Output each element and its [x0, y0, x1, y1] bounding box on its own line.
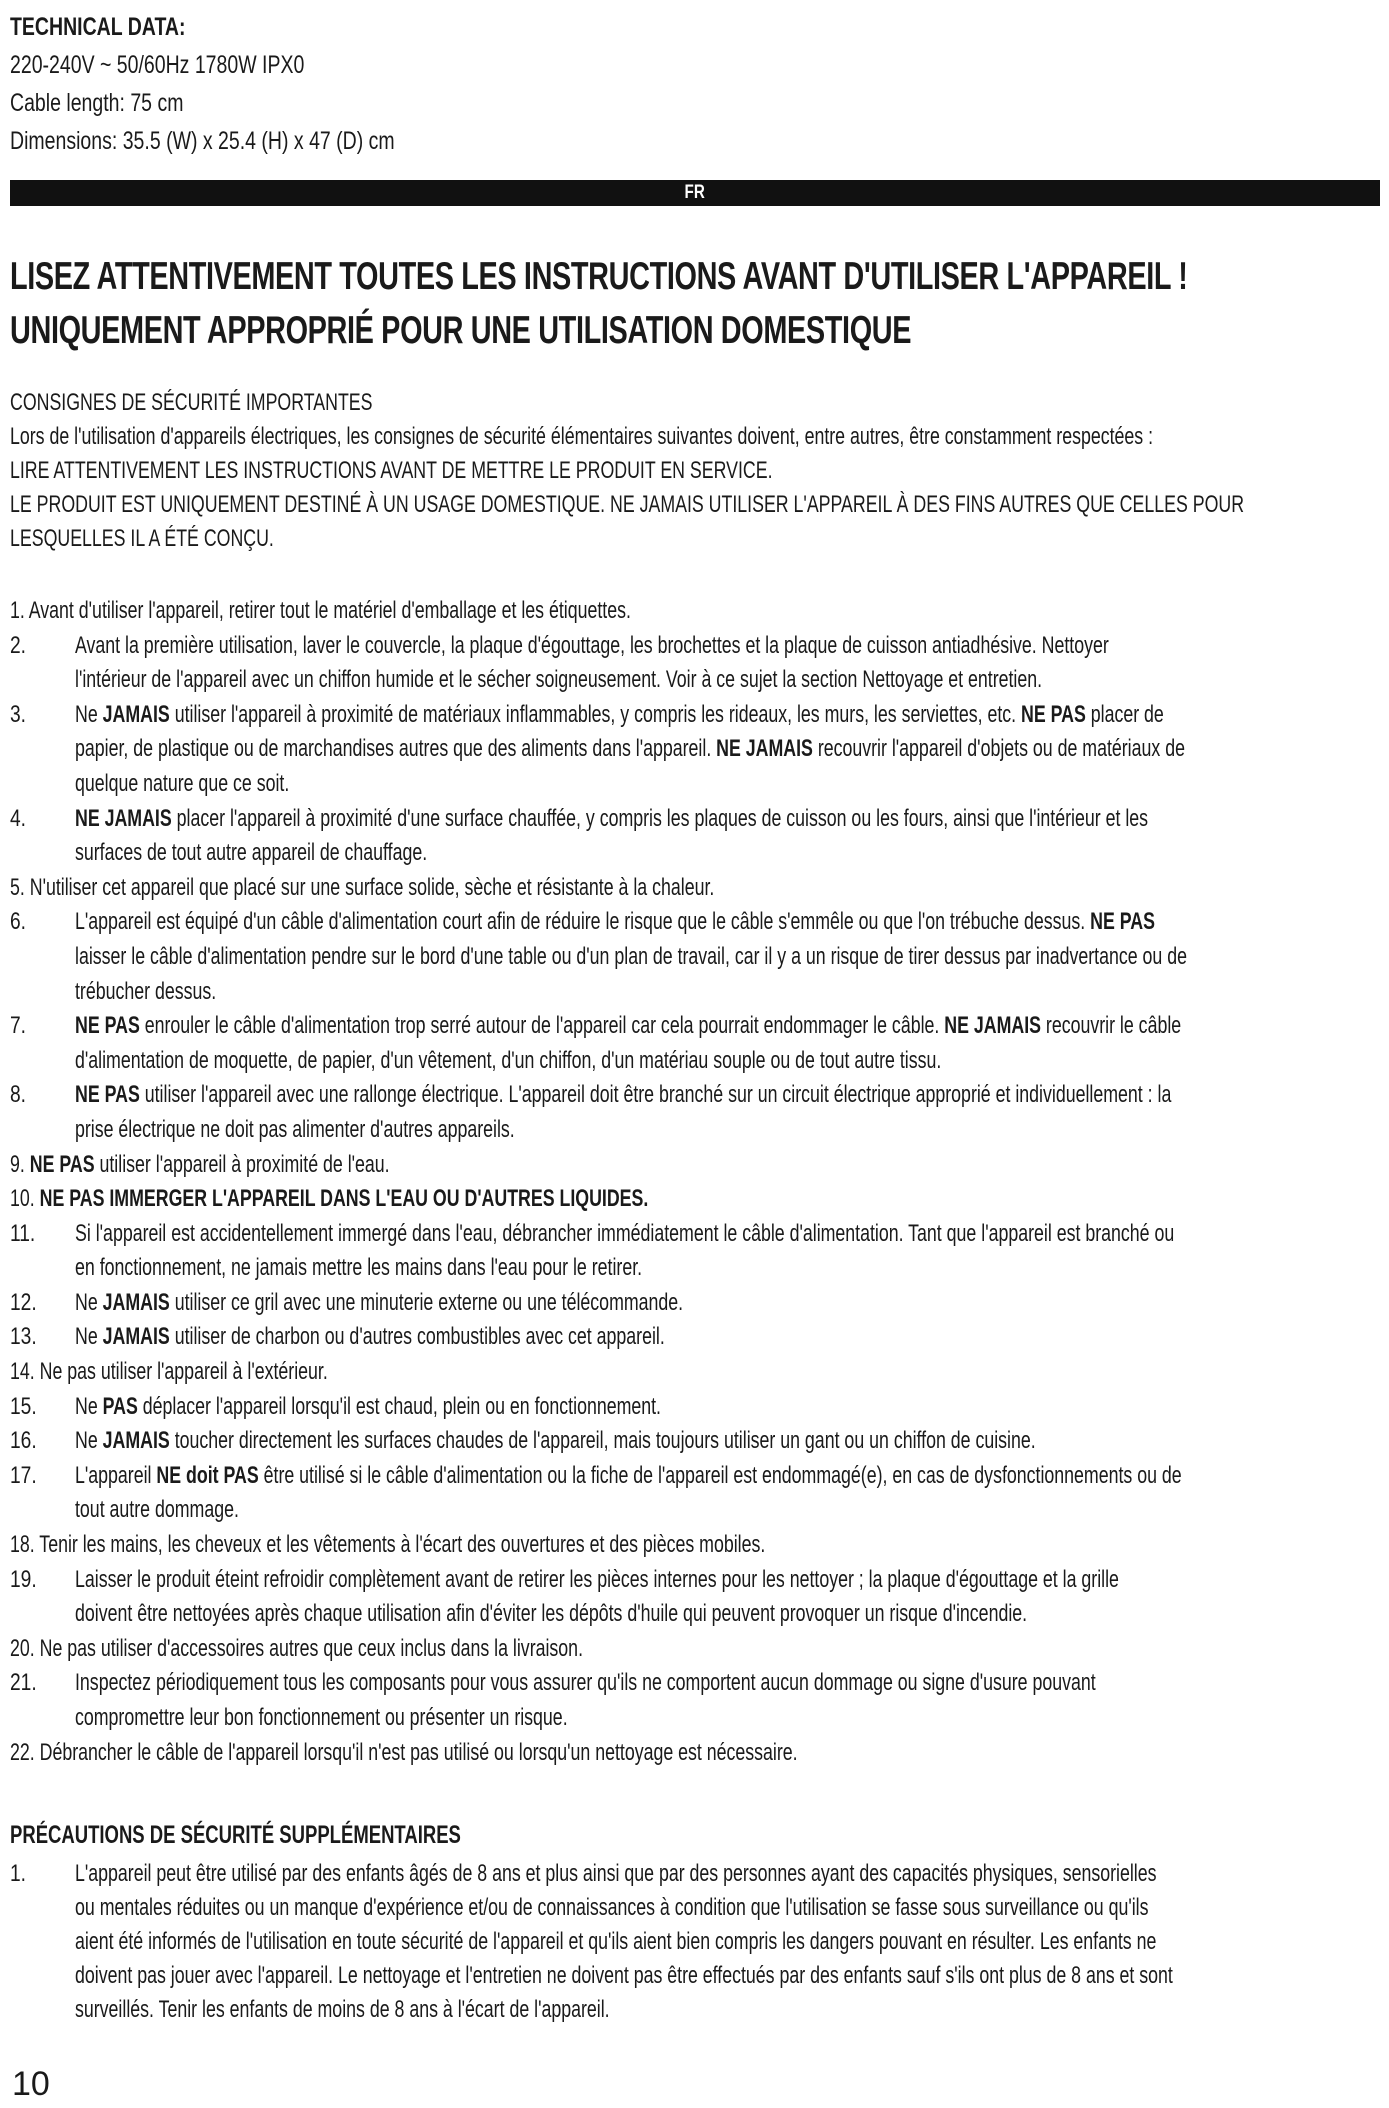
emphasis-text: PAS	[102, 1392, 138, 1420]
list-item-text	[75, 905, 1155, 940]
list-item-number-text	[10, 1286, 37, 1321]
list-item-number-text	[10, 1563, 37, 1598]
list-item-text	[75, 629, 1109, 664]
list-item-text	[75, 1044, 941, 1079]
list-item-line	[75, 836, 1380, 871]
list-item-line	[75, 1597, 1380, 1632]
body-text: être utilisé si le câble d'alimentation ou la fiche de l'appareil est endommagé(e), en cas de dysfonctionnements ou de	[258, 1461, 1182, 1489]
body-text: placer de	[1085, 700, 1164, 728]
list-item-number: 19.	[10, 1565, 37, 1593]
body-text: surfaces de tout autre appareil de chauffage.	[75, 839, 428, 867]
list-item-line	[75, 1251, 1380, 1286]
list-item-text	[75, 698, 1164, 733]
body-text: Ne pas utiliser d'accessoires autres que ceux inclus dans la livraison.	[39, 1634, 584, 1662]
list-item-number-wrap	[10, 1857, 30, 1891]
list-item-line	[75, 1390, 1380, 1425]
list-item-number-wrap	[10, 1009, 30, 1044]
list-item-line	[75, 1857, 1380, 1891]
list-item-text	[75, 1857, 1157, 1891]
additional-precautions-list	[10, 1857, 1380, 2027]
body-text: Tenir les mains, les cheveux et les vêtements à l'écart des ouvertures et des pièces mobiles.	[39, 1531, 766, 1559]
list-item-number: 8.	[10, 1081, 27, 1109]
body-text: Ne	[75, 700, 103, 728]
list-item-text	[75, 663, 1042, 698]
emphasis-text: NE PAS	[1090, 908, 1155, 936]
body-text: Débrancher le câble de l'appareil lorsqu'il n'est pas utilisé ou lorsqu'un nettoyage est nécessaire.	[39, 1738, 798, 1766]
list-item-text	[75, 1493, 239, 1528]
list-item-text	[75, 1251, 642, 1286]
list-item-text	[75, 1701, 568, 1736]
list-item	[10, 1217, 1380, 1286]
list-item-text	[10, 1355, 328, 1390]
list-item-number: 1.	[10, 1860, 27, 1887]
list-item-number-text	[10, 1217, 35, 1252]
body-text: aient été informés de l'utilisation en toute sécurité de l'appareil et qu'ils aient bien compris les dangers pouvant en résulter. Les enfants ne	[75, 1928, 1157, 1955]
list-item-text	[75, 836, 427, 871]
list-item-line	[75, 1217, 1380, 1252]
body-text: quelque nature que ce soit.	[75, 769, 290, 797]
list-item-text	[75, 1925, 1156, 1959]
list-item-number-wrap	[10, 629, 30, 664]
list-item-text	[75, 1217, 1174, 1252]
list-item-text	[75, 940, 1187, 975]
list-item-number: 21.	[10, 1669, 37, 1697]
list-item-line	[75, 802, 1380, 837]
list-item-number-text	[10, 1424, 37, 1459]
list-item	[10, 594, 1380, 629]
body-text: utiliser l'appareil à proximité de l'eau.	[94, 1150, 390, 1178]
list-item-text	[75, 1597, 1027, 1632]
list-item-line	[75, 1701, 1380, 1736]
body-text: Avant d'utiliser l'appareil, retirer tout le matériel d'emballage et les étiquettes.	[28, 597, 631, 624]
list-item-text	[10, 1182, 648, 1217]
list-item-text	[10, 1736, 798, 1771]
body-text: doivent pas jouer avec l'appareil. Le nettoyage et l'entretien ne doivent pas être effectués par des enfants sauf s'ils ont plus de 8 ans et sont	[75, 1962, 1173, 1989]
list-item-number-wrap	[10, 1666, 43, 1701]
list-item	[10, 1286, 1380, 1321]
list-item-text	[75, 802, 1148, 837]
page-number: 10	[12, 2065, 50, 2103]
list-item-text	[75, 1459, 1182, 1494]
body-text: compromettre leur bon fonctionnement ou présenter un risque.	[75, 1704, 568, 1731]
body-text: tout autre dommage.	[75, 1496, 239, 1524]
emphasis-text: NE PAS	[1021, 700, 1086, 728]
list-item-text	[75, 1563, 1119, 1598]
list-item-line	[75, 1044, 1380, 1079]
body-text: laisser le câble d'alimentation pendre sur le bord d'une table ou d'un plan de travail, car il y a un risque de tirer dessus par inadvertance ou de	[75, 942, 1187, 970]
list-item-number-wrap	[10, 1217, 42, 1252]
list-item	[10, 1078, 1380, 1147]
list-item-text	[10, 1148, 390, 1183]
list-item-number-text	[10, 698, 26, 733]
list-item-number-wrap	[10, 1424, 43, 1459]
emphasis-text: JAMAIS	[102, 1427, 170, 1455]
list-item-number: 10.	[10, 1185, 35, 1213]
intro-line: LE PRODUIT EST UNIQUEMENT DESTINÉ À UN USAGE DOMESTIQUE. NE JAMAIS UTILISER L'APPAREIL À DES FINS AUTRES QUE CELLES POUR	[10, 491, 1245, 518]
list-item-text	[75, 1424, 1036, 1459]
title-line: LISEZ ATTENTIVEMENT TOUTES LES INSTRUCTIONS AVANT D'UTILISER L'APPAREIL !	[10, 255, 1188, 298]
technical-data-line: Cable length: 75 cm	[10, 89, 184, 117]
list-item-line	[75, 1493, 1380, 1528]
emphasis-text: JAMAIS	[102, 1288, 170, 1316]
list-item-text	[75, 1320, 665, 1355]
list-item-number: 12.	[10, 1288, 37, 1316]
list-item-number-text	[10, 1666, 37, 1701]
body-text: enrouler le câble d'alimentation trop serré autour de l'appareil car cela pourrait endommager le câble.	[139, 1012, 945, 1040]
list-item	[10, 1459, 1380, 1528]
list-item-number-text	[10, 905, 26, 940]
body-text: recouvrir l'appareil d'objets ou de matériaux de	[812, 735, 1185, 763]
title-line: UNIQUEMENT APPROPRIÉ POUR UNE UTILISATION DOMESTIQUE	[10, 309, 912, 352]
body-text: doivent être nettoyées après chaque utilisation afin d'éviter les dépôts d'huile qui peuvent provoquer un risque d'incendie.	[75, 1600, 1028, 1628]
technical-data-line: 220-240V ~ 50/60Hz 1780W IPX0	[10, 51, 305, 79]
emphasis-text: JAMAIS	[102, 700, 170, 728]
list-item-line	[10, 1632, 1380, 1667]
list-item-text	[75, 1286, 683, 1321]
body-text: Ne pas utiliser l'appareil à l'extérieur.	[39, 1358, 328, 1386]
list-item-number-text	[10, 1459, 37, 1494]
list-item-text	[75, 1390, 661, 1425]
list-item-number: 3.	[10, 700, 27, 728]
list-item-line	[75, 1320, 1380, 1355]
list-item	[10, 1009, 1380, 1078]
body-text: surveillés. Tenir les enfants de moins de 8 ans à l'écart de l'appareil.	[75, 1996, 610, 2023]
body-text: utiliser l'appareil avec une rallonge électrique. L'appareil doit être branché sur un circuit électrique approprié et individuellement : la	[139, 1081, 1172, 1109]
list-item-number: 14.	[10, 1358, 35, 1386]
list-item	[10, 1857, 1380, 2027]
list-item-number-wrap	[10, 1390, 43, 1425]
list-item-line	[75, 940, 1380, 975]
intro-line: Lors de l'utilisation d'appareils électriques, les consignes de sécurité élémentaires suivantes doivent, entre autres, être constamment respectées :	[10, 423, 1154, 450]
technical-data-line: Dimensions: 35.5 (W) x 25.4 (H) x 47 (D) cm	[10, 127, 395, 155]
intro-line: CONSIGNES DE SÉCURITÉ IMPORTANTES	[10, 389, 373, 416]
list-item-line	[75, 732, 1380, 767]
body-text: utiliser ce gril avec une minuterie externe ou une télécommande.	[169, 1288, 684, 1316]
technical-data-heading: TECHNICAL DATA:	[10, 13, 186, 41]
body-text: Inspectez périodiquement tous les composants pour vous assurer qu'ils ne comportent aucun dommage ou signe d'usure pouvant	[75, 1669, 1096, 1697]
list-item-line	[75, 975, 1380, 1010]
list-item	[10, 629, 1380, 698]
list-item-number: 5.	[10, 873, 25, 901]
list-item-text	[75, 1891, 1148, 1925]
emphasis-text: NE PAS	[75, 1081, 140, 1109]
list-item-number: 18.	[10, 1531, 35, 1559]
list-item-line	[75, 1925, 1380, 1959]
list-item-number-text	[10, 1320, 37, 1355]
body-text: Ne	[75, 1392, 103, 1420]
safety-instructions-list	[10, 594, 1380, 1770]
body-text: Ne	[75, 1288, 103, 1316]
body-text: toucher directement les surfaces chaudes de l'appareil, mais toujours utiliser un gant ou un chiffon de cuisine.	[169, 1427, 1036, 1455]
body-text: trébucher dessus.	[75, 977, 217, 1005]
list-item-number-wrap	[10, 802, 30, 837]
emphasis-text: NE PAS IMMERGER L'APPAREIL DANS L'EAU OU D'AUTRES LIQUIDES.	[39, 1185, 649, 1213]
list-item-number-text	[10, 1857, 26, 1891]
list-item	[10, 802, 1380, 871]
list-item-number-wrap	[10, 1078, 30, 1113]
list-item-line	[75, 1078, 1380, 1113]
body-text: utiliser de charbon ou d'autres combustibles avec cet appareil.	[169, 1323, 665, 1351]
body-text: Ne	[75, 1427, 103, 1455]
list-item-text	[75, 975, 216, 1010]
list-item	[10, 1528, 1380, 1563]
list-item-line	[75, 905, 1380, 940]
list-item-text	[75, 1113, 515, 1148]
emphasis-text: JAMAIS	[102, 1323, 170, 1351]
list-item-number: 22.	[10, 1738, 35, 1766]
list-item-number: 13.	[10, 1323, 37, 1351]
list-item-line	[10, 1528, 1380, 1563]
list-item	[10, 1390, 1380, 1425]
list-item-number-text	[10, 1009, 26, 1044]
body-text: placer l'appareil à proximité d'une surface chauffée, y compris les plaques de cuisson ou les fours, ainsi que l'intérieur et les	[171, 804, 1149, 832]
list-item-number-wrap	[10, 1563, 43, 1598]
page-title	[10, 250, 1389, 358]
list-item-line	[75, 698, 1380, 733]
list-item-text	[10, 1528, 765, 1563]
body-text: Avant la première utilisation, laver le couvercle, la plaque d'égouttage, les brochettes et la plaque de cuisson antiadhésive. Nettoyer	[75, 631, 1109, 659]
body-text: N'utiliser cet appareil que placé sur une surface solide, sèche et résistante à la chaleur.	[29, 873, 715, 901]
list-item-number: 15.	[10, 1392, 37, 1420]
list-item-line	[75, 1113, 1380, 1148]
body-text: Laisser le produit éteint refroidir complètement avant de retirer les pièces internes pour les nettoyer ; la plaque d'égouttage et la grille	[75, 1565, 1119, 1593]
list-item	[10, 1632, 1380, 1667]
list-item	[10, 1182, 1380, 1217]
list-item	[10, 871, 1380, 906]
list-item-line	[75, 663, 1380, 698]
body-text: L'appareil est équipé d'un câble d'alimentation court afin de réduire le risque que le câble s'emmêle ou que l'on trébuche dessus.	[75, 908, 1091, 936]
list-item-line	[10, 1355, 1380, 1390]
list-item-number: 7.	[10, 1012, 27, 1040]
list-item-line	[75, 767, 1380, 802]
list-item-number: 9.	[10, 1150, 25, 1178]
emphasis-text: NE JAMAIS	[716, 735, 813, 763]
list-item-line	[75, 1993, 1380, 2027]
list-item-number: 16.	[10, 1427, 37, 1455]
list-item-number-text	[10, 802, 26, 837]
list-item-number-wrap	[10, 1286, 43, 1321]
list-item-line	[75, 1459, 1380, 1494]
list-item-line	[75, 1286, 1380, 1321]
list-item-text	[10, 594, 631, 629]
list-item-text	[75, 1666, 1096, 1701]
list-item-number-text	[10, 1078, 26, 1113]
list-item-number-wrap	[10, 1459, 43, 1494]
list-item	[10, 1320, 1380, 1355]
emphasis-text: NE doit PAS	[156, 1461, 259, 1489]
body-text: ou mentales réduites ou un manque d'expérience et/ou de connaissances à condition que l'utilisation se fasse sous surveillance ou qu'ils	[75, 1894, 1149, 1921]
body-text: L'appareil peut être utilisé par des enfants âgés de 8 ans et plus ainsi que par des personnes ayant des capacités physiques, sensorielles	[75, 1860, 1157, 1887]
list-item-number: 6.	[10, 908, 27, 936]
language-bar: FR	[10, 180, 1380, 206]
list-item-text	[75, 1993, 610, 2027]
list-item	[10, 1355, 1380, 1390]
list-item-line	[75, 1891, 1380, 1925]
list-item-number-wrap	[10, 1320, 43, 1355]
body-text: en fonctionnement, ne jamais mettre les mains dans l'eau pour le retirer.	[75, 1254, 643, 1282]
emphasis-text: NE PAS	[75, 1012, 140, 1040]
intro-line: LIRE ATTENTIVEMENT LES INSTRUCTIONS AVANT DE METTRE LE PRODUIT EN SERVICE.	[10, 457, 773, 484]
body-text: recouvrir le câble	[1040, 1012, 1182, 1040]
body-text: l'intérieur de l'appareil avec un chiffon humide et le sécher soigneusement. Voir à ce sujet la section Nettoyage et entretien.	[75, 666, 1043, 694]
body-text: d'alimentation de moquette, de papier, d'un vêtement, d'un chiffon, d'un matériau souple ou de tout autre tissu.	[75, 1046, 942, 1074]
list-item-line	[10, 871, 1380, 906]
list-item-line	[10, 594, 1380, 629]
emphasis-text: NE JAMAIS	[75, 804, 172, 832]
list-item-line	[75, 629, 1380, 664]
body-text: utiliser l'appareil à proximité de matériaux inflammables, y compris les rideaux, les murs, les serviettes, etc.	[169, 700, 1022, 728]
list-item-line	[75, 1424, 1380, 1459]
list-item	[10, 905, 1380, 1009]
list-item-text	[10, 1632, 583, 1667]
list-item-line	[10, 1182, 1380, 1217]
list-item-line	[75, 1563, 1380, 1598]
emphasis-text: NE PAS	[29, 1150, 95, 1178]
body-text: déplacer l'appareil lorsqu'il est chaud, plein ou en fonctionnement.	[137, 1392, 661, 1420]
body-text: papier, de plastique ou de marchandises autres que des aliments dans l'appareil.	[75, 735, 717, 763]
list-item-line	[75, 1009, 1380, 1044]
additional-precautions-heading: PRÉCAUTIONS DE SÉCURITÉ SUPPLÉMENTAIRES	[10, 1821, 461, 1849]
technical-data	[10, 8, 503, 160]
list-item	[10, 1424, 1380, 1459]
list-item-line	[10, 1736, 1380, 1771]
list-item	[10, 1563, 1380, 1632]
list-item	[10, 698, 1380, 802]
list-item-number-wrap	[10, 905, 30, 940]
list-item-text	[75, 1009, 1181, 1044]
list-item-number: 1.	[10, 597, 25, 624]
safety-intro	[10, 386, 1389, 556]
list-item-line	[10, 1148, 1380, 1183]
body-text: Si l'appareil est accidentellement immergé dans l'eau, débrancher immédiatement le câble d'alimentation. Tant que l'appareil est branché ou	[75, 1219, 1175, 1247]
list-item-text	[75, 732, 1185, 767]
list-item-text	[75, 1078, 1171, 1113]
body-text: prise électrique ne doit pas alimenter d'autres appareils.	[75, 1115, 515, 1143]
list-item-number: 11.	[10, 1219, 36, 1247]
list-item-number: 17.	[10, 1461, 37, 1489]
list-item-number-text	[10, 629, 26, 664]
list-item	[10, 1148, 1380, 1183]
list-item-number: 2.	[10, 631, 27, 659]
list-item-text	[75, 767, 289, 802]
list-item	[10, 1736, 1380, 1771]
list-item-text	[75, 1959, 1173, 1993]
body-text: L'appareil	[75, 1461, 157, 1489]
emphasis-text: NE JAMAIS	[944, 1012, 1041, 1040]
intro-line: LESQUELLES IL A ÉTÉ CONÇU.	[10, 525, 274, 552]
list-item	[10, 1666, 1380, 1735]
list-item-number: 20.	[10, 1634, 35, 1662]
list-item-line	[75, 1666, 1380, 1701]
list-item-number-wrap	[10, 698, 30, 733]
list-item-number-text	[10, 1390, 37, 1425]
list-item-number: 4.	[10, 804, 27, 832]
body-text: Ne	[75, 1323, 103, 1351]
list-item-line	[75, 1959, 1380, 1993]
list-item-text	[10, 871, 714, 906]
